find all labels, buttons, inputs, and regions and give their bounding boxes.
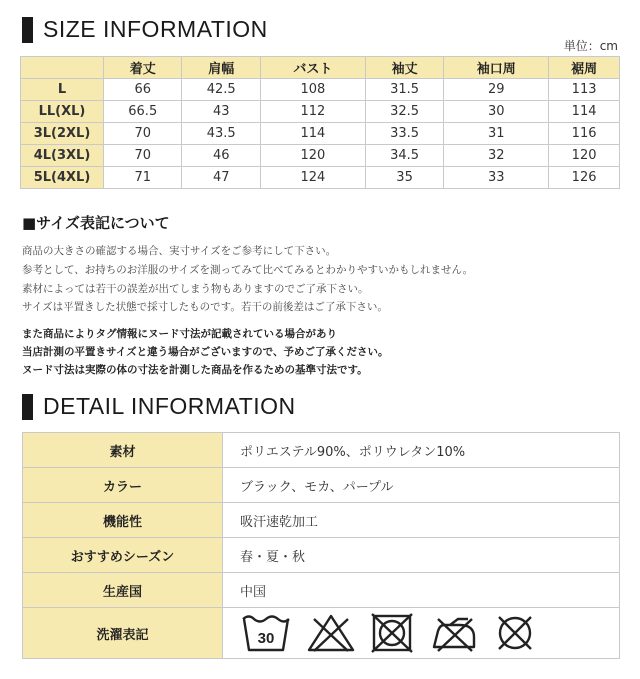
size-cell: 66 <box>104 79 182 101</box>
wash-30-icon <box>240 613 292 653</box>
size-cell: 114 <box>549 101 620 123</box>
size-cell: 70 <box>104 123 182 145</box>
detail-value: 春・夏・秋 <box>223 538 620 573</box>
note-line-bold: ヌード寸法は実際の体の寸法を計測した商品を作るための基準寸法です。 <box>22 364 368 376</box>
detail-label: おすすめシーズン <box>23 538 223 573</box>
size-row <box>21 101 620 123</box>
detail-row <box>23 503 620 538</box>
note-line: 素材によっては若干の誤差が出てしまう物もありますのでご了承下さい。 <box>22 283 369 295</box>
size-cell: 30 <box>444 101 549 123</box>
note-line-bold: 当店計測の平置きサイズと違う場合がございますので、予めご了承ください。 <box>22 346 389 358</box>
detail-label: カラー <box>23 468 223 503</box>
size-cell: 34.5 <box>365 145 443 167</box>
size-row <box>21 79 620 101</box>
size-table-header-row <box>21 57 620 79</box>
size-cell: 70 <box>104 145 182 167</box>
care-icons <box>240 612 619 654</box>
size-cell: 120 <box>260 145 365 167</box>
no-tumble-dry-icon <box>370 612 414 654</box>
size-label: 4L(3XL) <box>21 145 104 167</box>
size-label: LL(XL) <box>21 101 104 123</box>
column-header: 肩幅 <box>182 57 260 79</box>
detail-row <box>23 538 620 573</box>
column-header: 袖口周 <box>444 57 549 79</box>
size-cell: 47 <box>182 167 260 189</box>
note-line: 商品の大きさの確認する場合、実寸サイズをご参考にして下さい。 <box>22 245 337 257</box>
detail-row <box>23 573 620 608</box>
size-cell: 124 <box>260 167 365 189</box>
size-cell: 66.5 <box>104 101 182 123</box>
detail-section-header <box>22 393 296 420</box>
size-cell: 31.5 <box>365 79 443 101</box>
size-label: L <box>21 79 104 101</box>
unit-label: 単位：cm <box>563 39 618 53</box>
detail-value: 中国 <box>223 573 620 608</box>
header-bar <box>22 17 33 43</box>
size-cell: 32.5 <box>365 101 443 123</box>
no-bleach-icon <box>306 613 356 653</box>
size-cell: 31 <box>444 123 549 145</box>
detail-label: 生産国 <box>23 573 223 608</box>
detail-value: 吸汗速乾加工 <box>223 503 620 538</box>
no-dry-clean-icon <box>494 612 536 654</box>
size-cell: 71 <box>104 167 182 189</box>
size-cell: 114 <box>260 123 365 145</box>
column-header: バスト <box>260 57 365 79</box>
column-header: 裾周 <box>549 57 620 79</box>
size-cell: 116 <box>549 123 620 145</box>
size-row <box>21 167 620 189</box>
size-label: 5L(4XL) <box>21 167 104 189</box>
note-line: 参考として、お持ちのお洋服のサイズを測ってみて比べてみるとわかりやすいかもしれません。 <box>22 264 474 276</box>
size-cell: 35 <box>365 167 443 189</box>
size-cell: 120 <box>549 145 620 167</box>
size-cell: 108 <box>260 79 365 101</box>
size-corner-cell <box>21 57 104 79</box>
size-notes-title: ■サイズ表記について <box>22 214 170 232</box>
header-bar <box>22 394 33 420</box>
note-line-bold: また商品によりタグ情報にヌード寸法が記載されている場合があり <box>22 328 337 340</box>
detail-row <box>23 433 620 468</box>
column-header: 着丈 <box>104 57 182 79</box>
care-label: 洗濯表記 <box>23 608 223 659</box>
size-cell: 33 <box>444 167 549 189</box>
size-cell: 113 <box>549 79 620 101</box>
size-row <box>21 123 620 145</box>
detail-section-title: DETAIL INFORMATION <box>43 393 296 419</box>
column-header: 袖丈 <box>365 57 443 79</box>
size-cell: 33.5 <box>365 123 443 145</box>
size-label: 3L(2XL) <box>21 123 104 145</box>
size-cell: 112 <box>260 101 365 123</box>
size-cell: 42.5 <box>182 79 260 101</box>
size-cell: 43 <box>182 101 260 123</box>
care-icons-cell <box>223 608 620 659</box>
care-row <box>23 608 620 659</box>
size-table <box>20 56 620 189</box>
wash-temp-label: 30 <box>257 630 275 647</box>
detail-label: 素材 <box>23 433 223 468</box>
detail-value: ブラック、モカ、パープル <box>223 468 620 503</box>
size-cell: 29 <box>444 79 549 101</box>
detail-label: 機能性 <box>23 503 223 538</box>
detail-table <box>22 432 620 659</box>
size-cell: 126 <box>549 167 620 189</box>
size-cell: 46 <box>182 145 260 167</box>
size-cell: 32 <box>444 145 549 167</box>
size-cell: 43.5 <box>182 123 260 145</box>
detail-value: ポリエステル90%、ポリウレタン10% <box>223 433 620 468</box>
size-section-title: SIZE INFORMATION <box>43 16 268 42</box>
no-iron-icon <box>428 613 480 653</box>
detail-row <box>23 468 620 503</box>
size-section-header <box>22 16 268 43</box>
size-row <box>21 145 620 167</box>
note-line: サイズは平置きした状態で採寸したものです。若干の前後差はご了承下さい。 <box>22 301 388 313</box>
